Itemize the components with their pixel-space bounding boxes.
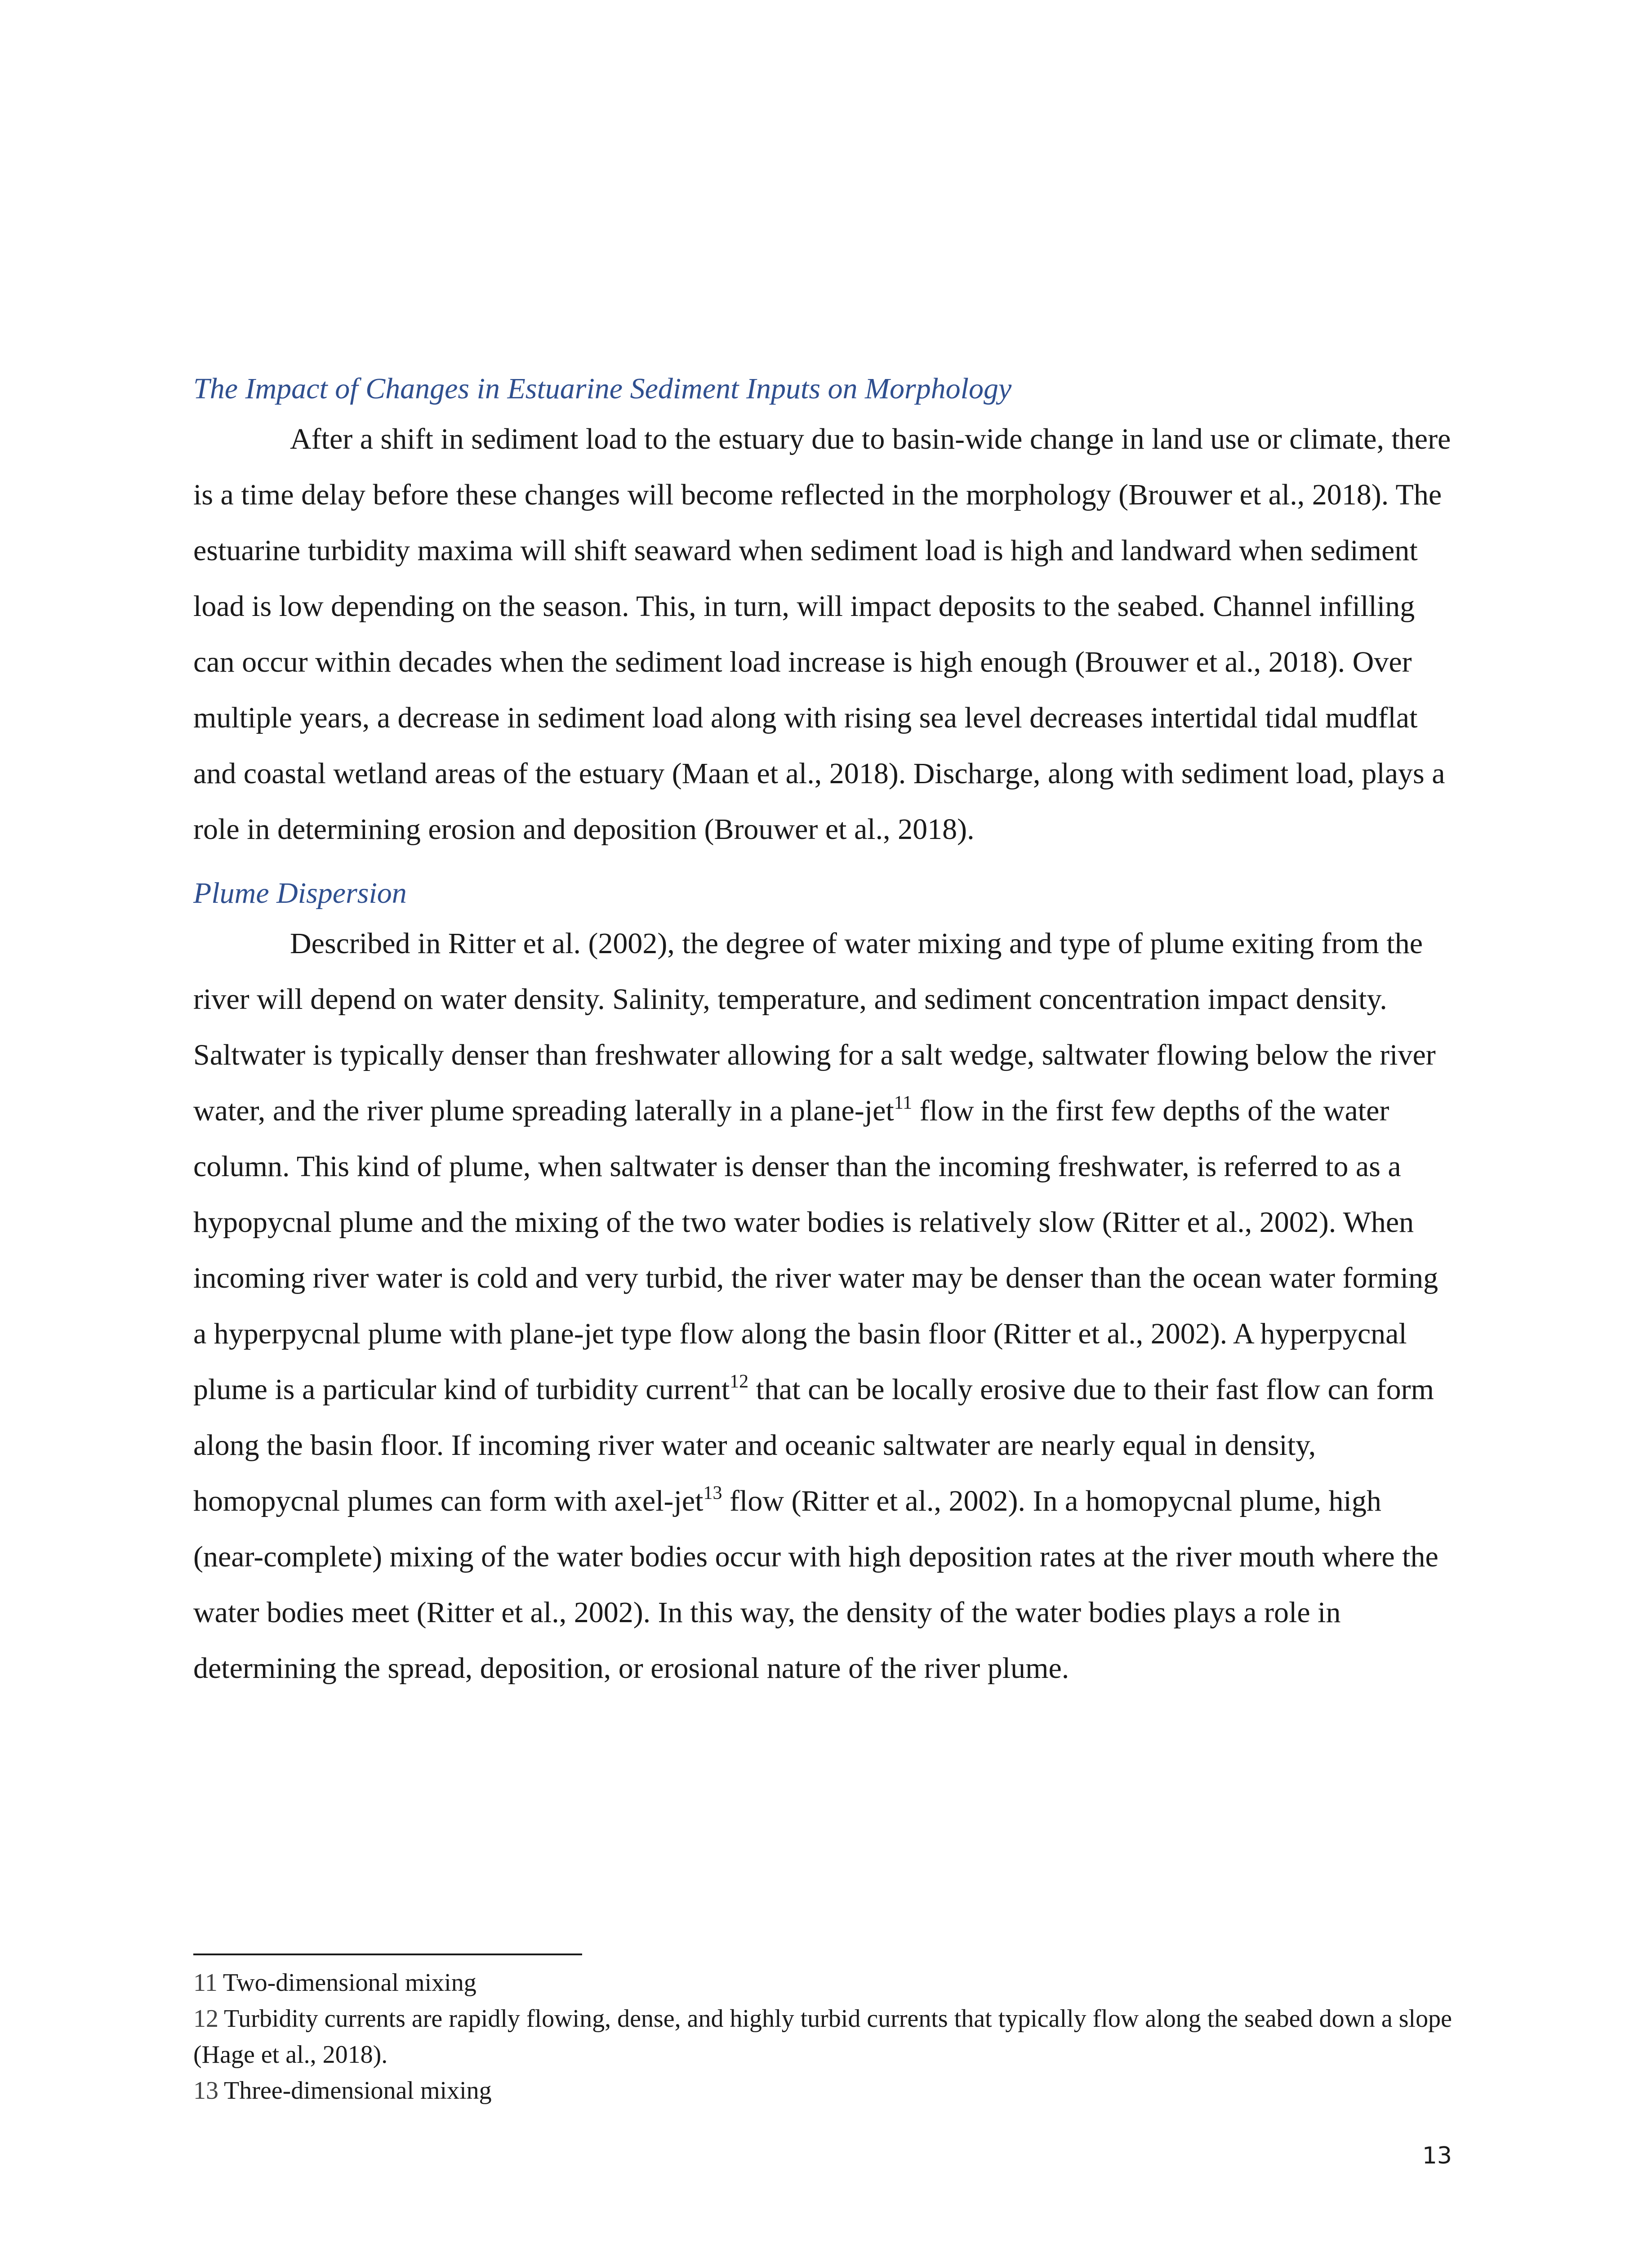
footnote-text: Two-dimensional mixing [223, 1969, 476, 1997]
page-number: 13 [1422, 2142, 1452, 2169]
paragraph-text: flow (Ritter et al., 2002). In a homopycnal plume, high (near-complete) mixing of the water bodies occur with high deposition rates at the river mouth where the water bodies meet (Ritter et al., 2002). In this way, the density of the water bodies plays a role in determining the spread, deposition, or erosional nature of the river plume. [193, 1485, 1438, 1685]
main-content [193, 366, 1452, 1696]
footnote-11 [193, 1965, 1452, 2001]
paragraph-text: flow in the first few depths of the water column. This kind of plume, when saltwater is denser than the incoming freshwater, is referred to as a hypopycnal plume and the mixing of the two water bodies is relatively slow (Ritter et al., 2002). When incoming river water is cold and very turbid, the river water may be denser than the ocean water forming a hyperpycnal plume with plane-jet type flow along the basin floor (Ritter et al., 2002). A hyperpycnal plume is a particular kind of turbidity current [193, 1094, 1438, 1406]
paragraph-sediment-impact: After a shift in sediment load to the estuary due to basin-wide change in land use or climate, there is a time delay before these changes will become reflected in the morphology (Brouwer et al., 2018). The estuarine turbidity maxima will shift seaward when sediment load is high and landward when sediment load is low depending on the season. This, in turn, will impact deposits to the seabed. Channel infilling can occur within decades when the sediment load increase is high enough (Brouwer et al., 2018). Over multiple years, a decrease in sediment load along with rising sea level decreases intertidal tidal mudflat and coastal wetland areas of the estuary (Maan et al., 2018). Discharge, along with sediment load, plays a role in determining erosion and deposition (Brouwer et al., 2018). [193, 423, 1451, 846]
section-heading-plume-dispersion: Plume Dispersion [193, 877, 407, 910]
footnote-12 [193, 2001, 1452, 2073]
footnotes [193, 1965, 1452, 2109]
footnote-number: 13 [193, 2077, 218, 2105]
footnote-number: 12 [193, 2005, 218, 2033]
footnote-divider [193, 1954, 582, 1955]
paragraph-plume-dispersion [193, 916, 1452, 1696]
footnote-reference-11[interactable]: 11 [894, 1093, 913, 1113]
footnote-reference-12[interactable]: 12 [730, 1371, 749, 1392]
footnote-number: 11 [193, 1969, 218, 1997]
section-heading-sediment-impact: The Impact of Changes in Estuarine Sediment Inputs on Morphology [193, 372, 1012, 405]
footnote-text: Turbidity currents are rapidly flowing, dense, and highly turbid currents that typically flow along the seabed down a slope (Hage et al., 2018). [193, 2005, 1452, 2069]
paragraph-text: that can be locally erosive due to their fast flow can form along the basin floor. If incoming river water and oceanic saltwater are nearly equal in density, homopycnal plumes can form with axel-jet [193, 1373, 1434, 1517]
footnote-13 [193, 2073, 1452, 2109]
paragraph-text: Described in Ritter et al. (2002), the degree of water mixing and type of plume exiting from the river will depend on water density. Salinity, temperature, and sediment concentration impact density. Saltwater is typically denser than freshwater allowing for a salt wedge, saltwater flowing below the river water, and the river plume spreading laterally in a plane-jet [193, 927, 1436, 1127]
footnote-text: Three-dimensional mixing [224, 2077, 492, 2105]
footnote-reference-13[interactable]: 13 [703, 1483, 722, 1503]
